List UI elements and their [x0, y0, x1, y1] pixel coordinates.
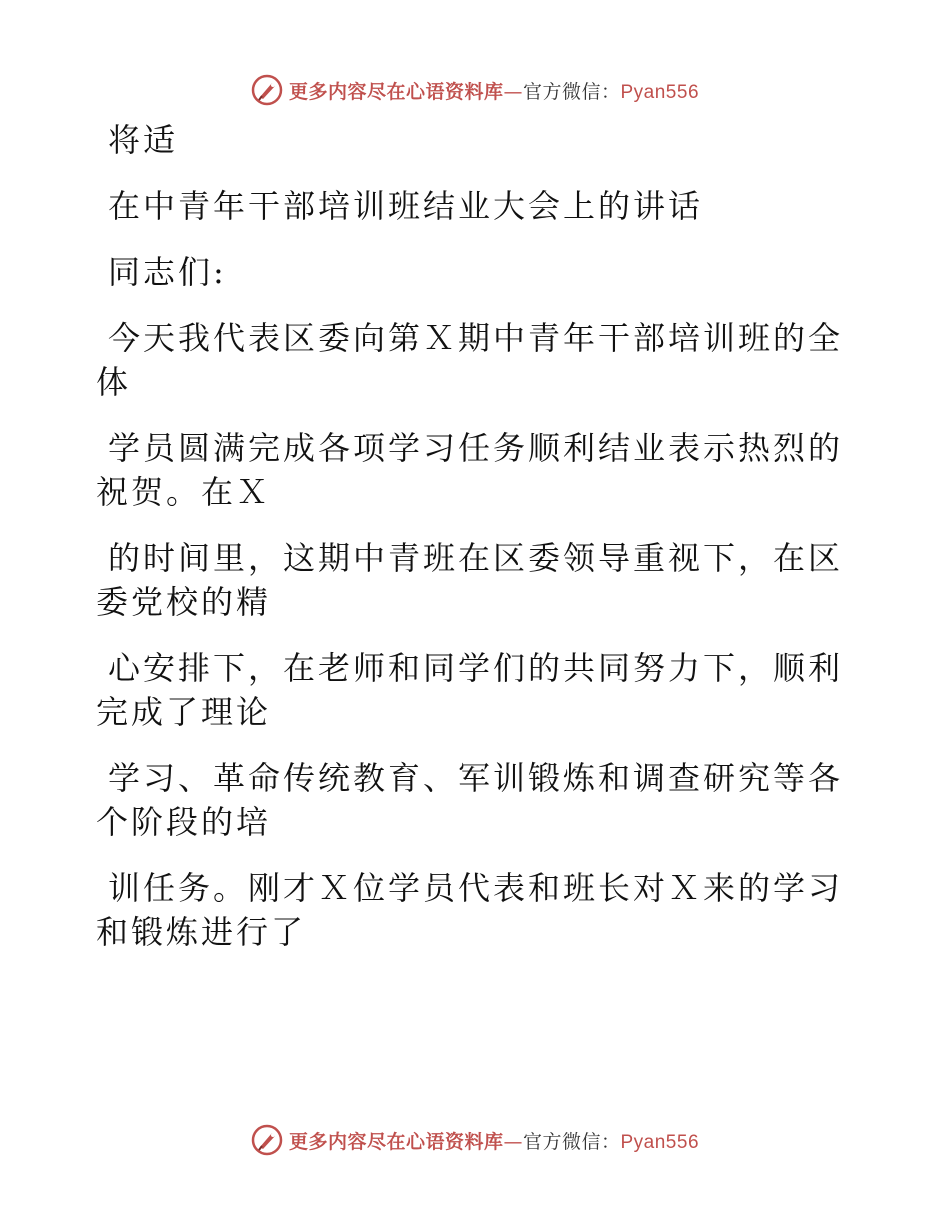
footer-watermark: [0, 1120, 950, 1160]
watermark-wechat-id: Pyan556: [620, 81, 700, 103]
header-watermark: [0, 70, 950, 110]
document-body: [96, 118, 866, 976]
doc-paragraph: 心安排下，在老师和同学们的共同努力下，顺利完成了理论: [96, 649, 844, 731]
doc-paragraph: 学习、革命传统教育、军训锻炼和调查研究等各个阶段的培: [96, 759, 844, 841]
watermark-label: 官方微信：: [522, 1130, 621, 1153]
watermark-separator: —: [503, 80, 523, 103]
doc-paragraph: 学员圆满完成各项学习任务顺利结业表示热烈的祝贺。在Ｘ: [96, 429, 844, 511]
watermark-separator: —: [503, 1130, 523, 1153]
watermark-wechat-id: Pyan556: [620, 1131, 700, 1153]
doc-paragraph: 将适: [108, 121, 179, 159]
watermark-site: 更多内容尽在心语资料库: [288, 1130, 504, 1153]
doc-paragraph: 今天我代表区委向第Ｘ期中青年干部培训班的全体: [96, 319, 844, 401]
doc-salutation: 同志们:: [108, 253, 227, 291]
pen-nib-seal-icon: [251, 74, 283, 106]
doc-paragraph: 的时间里，这期中青班在区委领导重视下，在区委党校的精: [96, 539, 844, 621]
doc-title: 在中青年干部培训班结业大会上的讲话: [108, 187, 704, 225]
watermark-label: 官方微信：: [522, 80, 621, 103]
doc-paragraph: 训任务。刚才Ｘ位学员代表和班长对Ｘ来的学习和锻炼进行了: [96, 869, 844, 951]
watermark-site: 更多内容尽在心语资料库: [288, 80, 504, 103]
pen-nib-seal-icon: [251, 1124, 283, 1156]
